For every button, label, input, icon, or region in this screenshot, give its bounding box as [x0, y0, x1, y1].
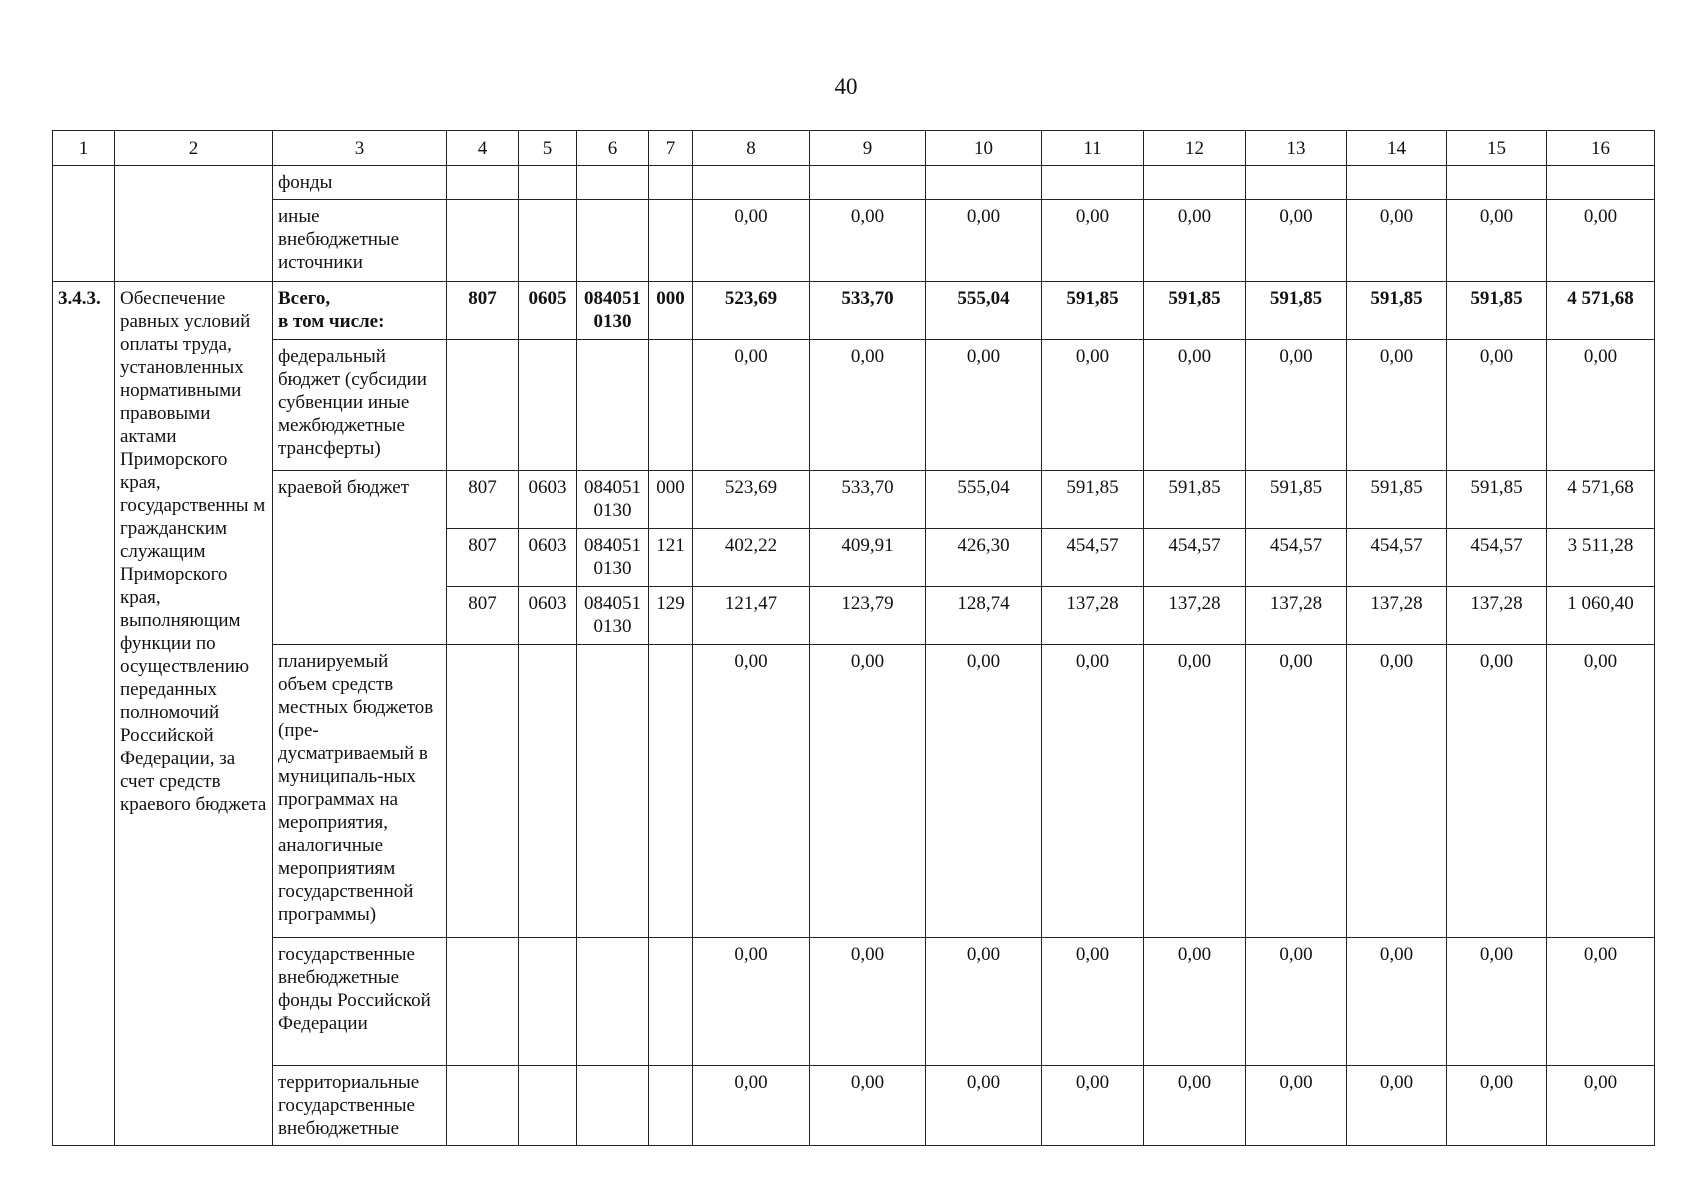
code-cell-csr — [577, 1066, 649, 1146]
value-cell-10: 0,00 — [926, 1066, 1042, 1146]
local-budgets-row — [53, 645, 1655, 938]
csr-cell: 084051 0130 — [577, 282, 649, 340]
value-cell-10: 128,74 — [926, 587, 1042, 645]
code-cell-rzpr — [519, 200, 577, 282]
grbs-cell: 807 — [447, 471, 519, 529]
value-cell-11: 137,28 — [1042, 587, 1144, 645]
value-cell-14: 454,57 — [1347, 529, 1447, 587]
value-cell-11: 0,00 — [1042, 938, 1144, 1066]
value-cell-16: 4 571,68 — [1547, 471, 1655, 529]
regional-budget-label: краевой бюджет — [273, 471, 447, 645]
value-cell-8: 0,00 — [693, 938, 810, 1066]
header-col-4: 4 — [447, 131, 519, 166]
code-cell-vr — [649, 1066, 693, 1146]
value-cell-14: 591,85 — [1347, 282, 1447, 340]
budget-table — [52, 130, 1655, 1146]
value-cell-14: 0,00 — [1347, 1066, 1447, 1146]
header-col-3: 3 — [273, 131, 447, 166]
value-cell-14 — [1347, 166, 1447, 200]
value-cell-8: 0,00 — [693, 645, 810, 938]
value-cell-11: 0,00 — [1042, 1066, 1144, 1146]
value-cell-8: 402,22 — [693, 529, 810, 587]
value-cell-10: 0,00 — [926, 938, 1042, 1066]
source-label: территориальные государственные внебюджетные — [273, 1066, 447, 1146]
total-row — [53, 282, 1655, 340]
header-col-16: 16 — [1547, 131, 1655, 166]
value-cell-15 — [1447, 166, 1547, 200]
code-cell-rzpr — [519, 1066, 577, 1146]
csr-cell: 084051 0130 — [577, 471, 649, 529]
value-cell-9: 533,70 — [810, 282, 926, 340]
value-cell-16: 1 060,40 — [1547, 587, 1655, 645]
value-cell-10: 0,00 — [926, 645, 1042, 938]
vr-cell: 129 — [649, 587, 693, 645]
value-cell-15: 137,28 — [1447, 587, 1547, 645]
value-cell-8 — [693, 166, 810, 200]
code-cell-csr — [577, 938, 649, 1066]
value-cell-12: 0,00 — [1144, 645, 1246, 938]
code-cell-grbs — [447, 645, 519, 938]
code-cell-rzpr — [519, 645, 577, 938]
source-label: государственные внебюджетные фонды Российской Федерации — [273, 938, 447, 1066]
header-col-2: 2 — [115, 131, 273, 166]
value-cell-14: 591,85 — [1347, 471, 1447, 529]
value-cell-9: 409,91 — [810, 529, 926, 587]
vr-cell: 000 — [649, 282, 693, 340]
value-cell-8: 523,69 — [693, 282, 810, 340]
value-cell-12: 591,85 — [1144, 471, 1246, 529]
item-name: Обеспечение равных условий оплаты труда, установленных нормативными правовыми актами Приморского края, государственны м гражданским служащим Приморского края, выполняющим функции по осуществлению переданных полномочий Российской Федерации, за счет средств краевого бюджета — [115, 282, 273, 1146]
value-cell-13: 591,85 — [1246, 471, 1347, 529]
code-cell-csr — [577, 340, 649, 471]
value-cell-14: 0,00 — [1347, 200, 1447, 282]
grbs-cell: 807 — [447, 529, 519, 587]
federal-budget-row — [53, 340, 1655, 471]
value-cell-12: 0,00 — [1144, 340, 1246, 471]
value-cell-15: 0,00 — [1447, 645, 1547, 938]
value-cell-9: 0,00 — [810, 1066, 926, 1146]
code-cell-vr — [649, 938, 693, 1066]
code-cell-vr — [649, 200, 693, 282]
page-number: 40 — [834, 74, 858, 99]
value-cell-16: 0,00 — [1547, 645, 1655, 938]
value-cell-10: 555,04 — [926, 282, 1042, 340]
vr-cell: 121 — [649, 529, 693, 587]
value-cell-13 — [1246, 166, 1347, 200]
value-cell-8: 0,00 — [693, 200, 810, 282]
value-cell-10: 555,04 — [926, 471, 1042, 529]
header-col-12: 12 — [1144, 131, 1246, 166]
federal-budget-label: федеральный бюджет (субсидии субвенции иные межбюджетные трансферты) — [273, 340, 447, 471]
source-label: планируемый объем средств местных бюджетов (пре-дусматриваемый в муниципаль-ных программах на мероприятия, аналогичные мероприятиям государственной программы) — [273, 645, 447, 938]
value-cell-16: 4 571,68 — [1547, 282, 1655, 340]
value-cell-11: 0,00 — [1042, 200, 1144, 282]
code-cell-csr — [577, 200, 649, 282]
rzpr-cell: 0603 — [519, 471, 577, 529]
header-col-11: 11 — [1042, 131, 1144, 166]
value-cell-16: 0,00 — [1547, 340, 1655, 471]
value-cell-13: 0,00 — [1246, 340, 1347, 471]
continuation-row — [53, 166, 1655, 200]
code-cell-vr — [649, 340, 693, 471]
value-cell-16 — [1547, 166, 1655, 200]
value-cell-9: 0,00 — [810, 200, 926, 282]
value-cell-13: 454,57 — [1246, 529, 1347, 587]
csr-cell: 084051 0130 — [577, 529, 649, 587]
value-cell-12: 0,00 — [1144, 938, 1246, 1066]
continuation-row — [53, 200, 1655, 282]
value-cell-15: 591,85 — [1447, 282, 1547, 340]
value-cell-12: 137,28 — [1144, 587, 1246, 645]
value-cell-11: 591,85 — [1042, 471, 1144, 529]
header-col-15: 15 — [1447, 131, 1547, 166]
value-cell-15: 454,57 — [1447, 529, 1547, 587]
value-cell-11: 591,85 — [1042, 282, 1144, 340]
value-cell-8: 121,47 — [693, 587, 810, 645]
header-col-5: 5 — [519, 131, 577, 166]
value-cell-15: 0,00 — [1447, 1066, 1547, 1146]
code-cell-rzpr — [519, 340, 577, 471]
value-cell-9: 0,00 — [810, 938, 926, 1066]
header-row — [53, 131, 1655, 166]
code-cell-csr — [577, 166, 649, 200]
value-cell-9: 533,70 — [810, 471, 926, 529]
value-cell-14: 0,00 — [1347, 938, 1447, 1066]
code-cell-csr — [577, 645, 649, 938]
total-label: Всего, в том числе: — [273, 282, 447, 340]
value-cell-12 — [1144, 166, 1246, 200]
source-label: иные внебюджетные источники — [273, 200, 447, 282]
value-cell-11: 0,00 — [1042, 645, 1144, 938]
code-cell-vr — [649, 645, 693, 938]
value-cell-16: 0,00 — [1547, 200, 1655, 282]
code-cell-grbs — [447, 200, 519, 282]
header-col-13: 13 — [1246, 131, 1347, 166]
state-extrabudgetary-funds-row — [53, 938, 1655, 1066]
value-cell-15: 591,85 — [1447, 471, 1547, 529]
header-col-8: 8 — [693, 131, 810, 166]
value-cell-10 — [926, 166, 1042, 200]
territorial-funds-row — [53, 1066, 1655, 1146]
item-number-cell — [53, 166, 115, 282]
grbs-cell: 807 — [447, 282, 519, 340]
code-cell-grbs — [447, 166, 519, 200]
value-cell-9: 0,00 — [810, 340, 926, 471]
value-cell-8: 523,69 — [693, 471, 810, 529]
value-cell-10: 0,00 — [926, 200, 1042, 282]
value-cell-8: 0,00 — [693, 1066, 810, 1146]
table-body — [53, 131, 1655, 1146]
item-number: 3.4.3. — [53, 282, 115, 1146]
value-cell-10: 426,30 — [926, 529, 1042, 587]
value-cell-14: 0,00 — [1347, 340, 1447, 471]
value-cell-13: 0,00 — [1246, 938, 1347, 1066]
value-cell-14: 0,00 — [1347, 645, 1447, 938]
value-cell-14: 137,28 — [1347, 587, 1447, 645]
value-cell-16: 3 511,28 — [1547, 529, 1655, 587]
code-cell-vr — [649, 166, 693, 200]
value-cell-8: 0,00 — [693, 340, 810, 471]
value-cell-12: 0,00 — [1144, 1066, 1246, 1146]
code-cell-grbs — [447, 938, 519, 1066]
vr-cell: 000 — [649, 471, 693, 529]
code-cell-grbs — [447, 340, 519, 471]
value-cell-16: 0,00 — [1547, 1066, 1655, 1146]
value-cell-9: 123,79 — [810, 587, 926, 645]
value-cell-9: 0,00 — [810, 645, 926, 938]
value-cell-12: 454,57 — [1144, 529, 1246, 587]
code-cell-rzpr — [519, 166, 577, 200]
value-cell-11: 0,00 — [1042, 340, 1144, 471]
value-cell-12: 0,00 — [1144, 200, 1246, 282]
value-cell-13: 0,00 — [1246, 200, 1347, 282]
header-col-7: 7 — [649, 131, 693, 166]
regional-budget-row — [53, 471, 1655, 529]
source-label: фонды — [273, 166, 447, 200]
item-name-cell — [115, 166, 273, 282]
value-cell-13: 591,85 — [1246, 282, 1347, 340]
value-cell-15: 0,00 — [1447, 200, 1547, 282]
header-col-10: 10 — [926, 131, 1042, 166]
header-col-1: 1 — [53, 131, 115, 166]
value-cell-12: 591,85 — [1144, 282, 1246, 340]
value-cell-15: 0,00 — [1447, 938, 1547, 1066]
grbs-cell: 807 — [447, 587, 519, 645]
value-cell-15: 0,00 — [1447, 340, 1547, 471]
value-cell-16: 0,00 — [1547, 938, 1655, 1066]
value-cell-9 — [810, 166, 926, 200]
value-cell-13: 0,00 — [1246, 1066, 1347, 1146]
value-cell-10: 0,00 — [926, 340, 1042, 471]
header-col-6: 6 — [577, 131, 649, 166]
value-cell-13: 137,28 — [1246, 587, 1347, 645]
header-col-9: 9 — [810, 131, 926, 166]
value-cell-13: 0,00 — [1246, 645, 1347, 938]
rzpr-cell: 0603 — [519, 529, 577, 587]
code-cell-grbs — [447, 1066, 519, 1146]
rzpr-cell: 0603 — [519, 587, 577, 645]
code-cell-rzpr — [519, 938, 577, 1066]
header-col-14: 14 — [1347, 131, 1447, 166]
csr-cell: 084051 0130 — [577, 587, 649, 645]
value-cell-11: 454,57 — [1042, 529, 1144, 587]
rzpr-cell: 0605 — [519, 282, 577, 340]
value-cell-11 — [1042, 166, 1144, 200]
